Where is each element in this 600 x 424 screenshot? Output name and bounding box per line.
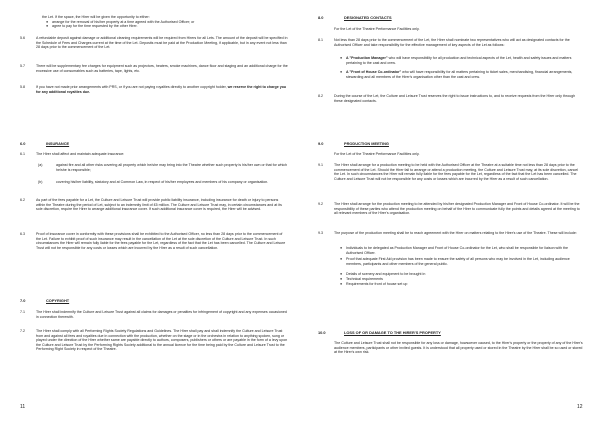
royalties-warning: we reserve the right to charge you for any additional royalties due. [36, 85, 287, 94]
section-intro: For the Let of the Theatre Performance Facilities only. [334, 27, 420, 31]
section-intro: For the Let of the Theatre Performance Facilities only. [334, 152, 420, 156]
intro-line: the Let. If the space, the Hirer will be given the opportunity to either: [42, 15, 150, 19]
page-number: 12 [577, 404, 583, 410]
page-number: 11 [20, 404, 26, 410]
right-page: 8.0 DESIGNATED CONTACTS For the Let of the Theatre Performance Facilities only. 8.1 Not less than 28 days prior to the commencement of the Let, the Hirer shall nominate two representatives who will act as designated contacts for the Authorised Officer and take responsibility for the effective management of key aspects of the Let as follows: ● A "Production Manager" who will have responsibility for all production and technical aspects of the Let, health and safety issues and matters pertaining to the cast and crew. ● A "Front of House Co-ordinator" who will have responsibility for all matters pertaining to ticket sales, merchandising, financial arrangements, stewarding and all members of the Hirer's organisation other than the cast and crew. 8.2 During the course of the Let, the Culture and Leisure Trust reserves the right to issue instructions to, and to receive requests from the Hirer only through these designated contacts. 9.0 PRODUCTION MEETING For the Let of the Theatre Performance Facilities only. 9.1 The Hirer shall arrange for a production meeting to be held with the Authorised Officer at the Theatre at a suitable time not less than 28 days prior to the commencement of the Let. Should the Hirer fail to arrange or attend a production meeting, the Culture and Leisure Trust may, at its sole discretion, cancel the Let. In such circumstances the Hirer will remain fully liable for the fees payable for the Let, regardless of the fact that the Let has been cancelled. The Culture and Leisure Trust will not be responsible for any costs or losses which are incurred by the Hirer as a result of such cancellation. 9.2 The Hirer shall arrange for the production meeting to be attended by his/her designated Production Manager and Front of House Co-ordinator. It will be the responsibility of these parties who attend the production meeting on behalf of the Hirer to communicate fully the points and details agreed at the meeting to all relevant members of the Hirer's organisation. 9.3 The purpose of the production meeting shall be to reach agreement with the Hirer on matters relating to the Hirer's use of the Theatre. These will include: ● Individuals to be delegated as Production Manager and Front of House Co-ordinator for the Let, who shall be responsible for liaison with the Authorised Officer. ● Proof that adequate First Aid provision has been made to ensure the safety of all persons who may be involved in the Let, including audience members, participants and other members of the general public. ● Details of scenery and equipment to be brought in ● Technical requirements ● Requirements for front of house set up 10.0 LOSS OF OR DAMAGE TO THE HIRER'S PROPERTY The Culture and Leisure Trust shall not be responsible for any loss or damage, howsoever caused, to the Hirer's property or the property of any of the Hirer's audience members, participants or other invited guests. It is understood that all property used or stored in the Theatre by the Hirer shall be so used or stored at the Hirer's own risk. 12 [318, 15, 583, 410]
left-page: the Let. If the space, the Hirer will be given the opportunity to either: ● arrange for the removal of his/her property at a time agreed with the Authorised Officer; or ● agree to pay for the time requested by the other Hirer. 5.6 A refundable deposit against damage or additional cleaning requirements will be required from Hirers for all Lets. The amount of the deposit will be specified in the Schedule of Fees and Charges current at the time of the Let. Deposits must be paid at the Production Meeting, if applicable, but in any event not less than 28 days prior to the commencement of the Let. 5.7 There will be supplementary fee charges for equipment such as projectors, heaters, smoke machines, dance floor and staging and an additional charge for the excessive use of consumables such as batteries, tape, lights, etc. 5.8 If you have not made prior arrangements with PRS, or if you are not paying royalties directly to another copyright holder, we reserve the right to charge you for any additional royalties due. 6.0 INSURANCE 6.1 The Hirer shall affect and maintain adequate insurance: (a) against fire and all other risks covering all property which he/she may bring into the Theatre whether such property is his/her own or that for which he/she is responsible; (b) covering his/her liability, statutory and at Common Law, in respect of his/her employees and members of his company or organisation. 6.2 As part of the fees payable for a Let, the Culture and Leisure Trust will provide public liability insurance, including insurance for death or injury to persons within the Theatre during the period of Let, subject to an indemnity limit of £5 million. The Culture and Leisure Trust may, in certain circumstances and at its sole discretion, require the Hirer to arrange additional insurance cover. If such additional insurance cover is required, the Hirer will be advised. 6.3 Proof of insurance cover in conformity with these provisions shall be exhibited to the Authorised Officer, no less than 28 days prior to the commencement of the Let. Failure to exhibit proof of such insurance may result in the cancellation of the Let at the sole discretion of the Culture and Leisure Trust. In such circumstances the Hirer will remain fully liable for the fees payable for the Let, regardless of the fact that the Let has been cancelled. The Culture and Leisure Trust will not be responsible for any costs or losses which are incurred by the Hirer as a result of such cancellation. 7.0 COPYRIGHT 7.1 The Hirer shall indemnify the Culture and Leisure Trust against all claims for damages or penalties for infringement of copyright and any expenses occasioned in connection therewith. 7.2 The Hirer shall comply with all Performing Rights Society Regulations and Guidelines. The Hirer shall pay and shall indemnify the Culture and Leisure Trust from and against all fees and royalties due in connection with the production, whether on the stage or in the orchestra in relation to anything spoken, sung or played under the direction of the Hirer whether same are payable directly to authors, composers, publishers or others or are payable in the form of a levy upon the Culture and Leisure Trust by the Performing Rights Society additional to the annual licence for the time being paid by the Culture and Leisure Trust to the Performing Right Society in respect of the Theatre. 11 [20, 15, 288, 410]
clause-10-text: The Culture and Leisure Trust shall not be responsible for any loss or damage, howsoever caused, to the Hirer's property or the property of any of the Hirer's audience members, participants or other invited guests. It is understood that all property used or stored in the Theatre by the Hirer shall be so used or stored at the Hirer's own risk. [334, 341, 583, 355]
